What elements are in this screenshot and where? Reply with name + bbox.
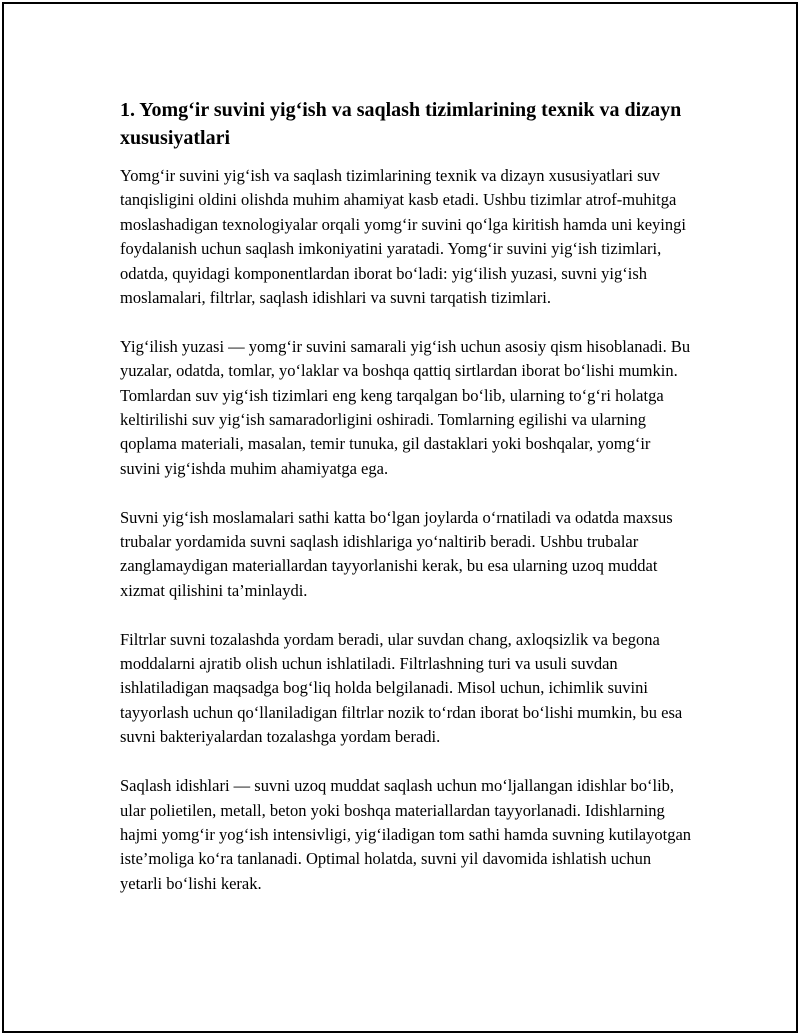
section-heading: 1. Yomg‘ir suvini yig‘ish va saqlash tizimlarining texnik va dizayn xususiyatlari: [120, 99, 682, 149]
paragraph-storage-tanks: Saqlash idishlari — suvni uzoq muddat saqlash uchun mo‘ljallangan idishlar bo‘lib, ular polietilen, metall, beton yoki boshqa materiallardan tayyorlanadi. Idishlarning hajmi yomg‘ir yog‘ish intensivligi, yig‘iladigan tom sathi hamda suvning kutilayotgan iste’moliga ko‘ra tanlanadi. Optimal holatda, suvni yil davomida ishlatish uchun yetarli bo‘lishi kerak.: [120, 776, 692, 893]
paragraph-filters: Filtrlar suvni tozalashda yordam beradi, ular suvdan chang, axloqsizlik va begona moddalarni ajratib olish uchun ishlatiladi. Filtrlashning turi va usuli suvdan ishlatiladigan maqsadga bog‘liq holda belgilanadi. Misol uchun, ichimlik suvini tayyorlash uchun qo‘llaniladigan filtrlar nozik to‘rdan iborat bo‘lishi mumkin, bu esa suvni bakteriyalardan tozalashga yordam beradi.: [120, 629, 683, 747]
paragraph-collection-devices: Suvni yig‘ish moslamalari sathi katta bo‘lgan joylarda o‘rnatiladi va odatda maxsus trubalar yordamida suvni saqlash idishlariga yo‘naltirib beradi. Ushbu trubalar zanglamaydigan materiallardan tayyorlanishi kerak, bu esa ularning uzoq muddat xizmat qilishini ta’minlaydi.: [120, 507, 673, 600]
page-frame: [2, 2, 798, 1033]
paragraph-intro: Yomg‘ir suvini yig‘ish va saqlash tizimlarining texnik va dizayn xususiyatlari suv tanqisligini oldini olishda muhim ahamiyat kasb etadi. Ushbu tizimlar atrof-muhitga moslashadigan texnologiyalar orqali yomg‘ir suvini qo‘lga kiritish hamda uni keyingi foydalanish uchun saqlash imkoniyatini yaratadi. Yomg‘ir suvini yig‘ish tizimlari, odatda, quyidagi komponentlardan iborat bo‘ladi: yig‘ilish yuzasi, suvni yig‘ish moslamalari, filtrlar, saqlash idishlari va suvni tarqatish tizimlari.: [120, 166, 686, 308]
paragraph-collection-surface: Yig‘ilish yuzasi — yomg‘ir suvini samarali yig‘ish uchun asosiy qism hisoblanadi. Bu yuzalar, odatda, tomlar, yo‘laklar va boshqa qattiq sirtlardan iborat bo‘lishi mumkin. Tomlardan suv yig‘ish tizimlari eng keng tarqalgan bo‘lib, ularning to‘g‘ri holatga keltirilishi suv yig‘ish samaradorligini oshiradi. Tomlarning egilishi va ularning qoplama materiali, masalan, temir tunuka, gil dastaklari yoki boshqalar, yomg‘ir suvini yig‘ishda muhim ahamiyatga ega.: [120, 336, 691, 478]
document-body: [120, 96, 694, 921]
